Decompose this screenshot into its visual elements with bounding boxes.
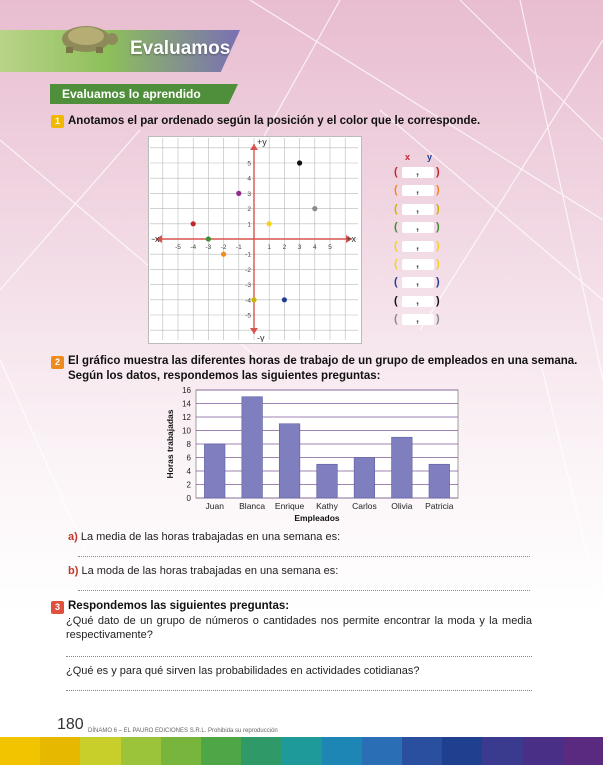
footer-stripe-segment — [281, 737, 321, 765]
ordered-pair-row — [394, 203, 446, 217]
page-number: 180 — [57, 716, 84, 733]
pair-comma: , — [416, 166, 420, 178]
neg-y-axis-label: -y — [257, 333, 265, 342]
ordered-pair-row — [394, 221, 446, 235]
pair-comma: , — [416, 258, 420, 270]
question-number-1: 1 — [51, 115, 64, 128]
footer-color-stripe — [0, 737, 603, 765]
answer-b-text: La moda de las horas trabajadas en una semana es: — [81, 565, 339, 577]
grid-point — [297, 160, 302, 165]
footer-stripe-segment — [241, 737, 281, 765]
pair-close-paren: ) — [436, 221, 440, 234]
x-tick-label: Carlos — [352, 501, 377, 511]
question-1-text: Anotamos el par ordenado según la posición y el color que le corresponde. — [68, 115, 481, 127]
turtle-icon — [50, 15, 122, 55]
footer-stripe-segment — [40, 737, 80, 765]
pair-open-paren: ( — [394, 221, 398, 234]
question-2-text-line1: El gráfico muestra las diferentes horas de trabajo de un grupo de empleados en una semana. — [68, 355, 578, 367]
footer-stripe-segment — [523, 737, 563, 765]
pair-comma: , — [416, 294, 420, 307]
y-axis-title: Horas trabajadas — [165, 409, 175, 479]
grid-point — [206, 236, 211, 241]
y-tick-label: 10 — [182, 426, 191, 436]
x-tick-label: -3 — [205, 244, 212, 251]
pairs-head-x: x — [405, 152, 411, 162]
pair-comma: , — [416, 184, 420, 197]
grid-point — [312, 206, 317, 211]
grid-point — [236, 191, 241, 196]
pair-close-paren: ) — [436, 258, 440, 270]
section-title: Evaluamos lo aprendido — [62, 87, 201, 101]
grid-point — [221, 252, 226, 257]
x-tick-label: 5 — [328, 244, 332, 251]
x-tick-label: -4 — [190, 244, 197, 251]
y-tick-label: 14 — [182, 399, 191, 409]
y-tick-label: 5 — [247, 160, 251, 168]
pair-close-paren: ) — [436, 166, 440, 178]
answer-3-1-line[interactable] — [66, 656, 532, 657]
y-axis-label: +y — [257, 137, 267, 147]
pair-open-paren: ( — [394, 313, 398, 326]
ordered-pair-row — [394, 276, 446, 290]
pair-comma: , — [416, 221, 420, 234]
footer-stripe-segment — [0, 737, 40, 765]
pair-open-paren: ( — [394, 239, 398, 252]
pair-close-paren: ) — [436, 239, 440, 252]
grid-point — [282, 297, 287, 302]
question-number-2: 2 — [51, 356, 64, 369]
footer-stripe-segment — [121, 737, 161, 765]
footer-stripe-segment — [362, 737, 402, 765]
pair-comma: , — [416, 313, 420, 326]
footer-stripe-segment — [80, 737, 120, 765]
ordered-pair-row — [394, 258, 446, 272]
question-3-p1: ¿Qué dato de un grupo de números o cantidades nos permite encontrar la moda y la media respectivamente? — [66, 615, 532, 641]
y-tick-label: 2 — [247, 206, 251, 214]
x-tick-label: -1 — [235, 244, 242, 251]
x-tick-label: Enrique — [274, 501, 305, 511]
answer-b-line[interactable] — [78, 590, 530, 591]
question-3-p2: ¿Qué es y para qué sirven las probabilidades en actividades cotidianas? — [66, 665, 420, 677]
x-tick-label: 2 — [282, 244, 287, 251]
x-tick-label: 4 — [312, 244, 317, 251]
x-axis-label: +x — [346, 234, 356, 244]
neg-x-axis-label: -x — [152, 234, 160, 244]
bar — [242, 397, 263, 498]
y-tick-label: 4 — [247, 175, 251, 183]
pair-open-paren: ( — [394, 276, 398, 289]
y-tick-label: -5 — [245, 312, 251, 320]
pair-close-paren: ) — [436, 184, 440, 197]
answer-a-label — [68, 531, 340, 543]
bar — [317, 464, 338, 498]
x-tick-label: Patricia — [425, 501, 454, 511]
pair-open-paren: ( — [394, 166, 398, 178]
y-tick-label: 0 — [186, 494, 191, 503]
answer-b-label — [68, 565, 338, 577]
ordered-pair-row — [394, 166, 446, 180]
footer-stripe-segment — [402, 737, 442, 765]
footer-stripe-segment — [161, 737, 201, 765]
pair-open-paren: ( — [394, 294, 398, 307]
y-tick-label: 2 — [186, 480, 191, 490]
footer-stripe-segment — [322, 737, 362, 765]
y-tick-label: 6 — [186, 453, 191, 463]
footer-stripe-segment — [482, 737, 522, 765]
ordered-pair-row — [394, 240, 446, 254]
pair-comma: , — [416, 202, 420, 215]
x-tick-label: Olivia — [391, 501, 413, 511]
ordered-pair-row — [394, 295, 446, 309]
pair-close-paren: ) — [436, 276, 440, 289]
pair-open-paren: ( — [394, 202, 398, 215]
question-number-3: 3 — [51, 601, 64, 614]
question-2-text-line2: Según los datos, respondemos las siguientes preguntas: — [68, 370, 381, 382]
pairs-head-y: y — [427, 152, 433, 162]
pair-close-paren: ) — [436, 294, 440, 307]
x-tick-label: Kathy — [316, 501, 338, 511]
footer-note: DÍNAMO 6 – EL PAURO EDICIONES S.R.L. Prohibida su reproducción — [88, 728, 278, 734]
grid-point — [251, 297, 256, 302]
grid-point — [191, 221, 196, 226]
pair-close-paren: ) — [436, 313, 440, 326]
y-tick-label: 16 — [182, 386, 191, 395]
y-tick-label: 4 — [186, 467, 191, 476]
question-3-title: Respondemos las siguientes preguntas: — [68, 600, 290, 612]
ordered-pair-row — [394, 313, 446, 327]
y-tick-label: 12 — [182, 413, 191, 422]
x-axis-title: Empleados — [294, 513, 340, 523]
page-title: Evaluamos — [130, 38, 231, 59]
coordinate-grid — [148, 136, 360, 342]
y-tick-label: -4 — [245, 297, 251, 305]
bar — [204, 444, 225, 498]
bar — [279, 424, 300, 498]
y-tick-label: 3 — [247, 190, 251, 198]
x-tick-label: Blanca — [239, 501, 266, 511]
ordered-pair-row — [394, 184, 446, 198]
pair-comma: , — [416, 239, 420, 252]
bar — [392, 437, 413, 498]
answer-a-text: La media de las horas trabajadas en una semana es: — [80, 531, 341, 543]
answer-a-line[interactable] — [78, 556, 530, 557]
y-tick-label: 1 — [247, 221, 251, 229]
grid-point — [267, 221, 272, 226]
answer-b-letter: b) — [68, 565, 79, 577]
y-tick-label: -1 — [245, 251, 251, 259]
x-tick-label: -2 — [220, 244, 227, 251]
x-tick-label: 3 — [297, 244, 302, 251]
pair-close-paren: ) — [436, 202, 440, 215]
x-tick-label: 1 — [267, 244, 272, 251]
footer-stripe-segment — [201, 737, 241, 765]
y-tick-label: 8 — [186, 440, 191, 449]
x-tick-label: Juan — [205, 501, 224, 511]
answer-3-2-line[interactable] — [66, 690, 532, 691]
bar — [354, 458, 375, 499]
x-tick-label: -5 — [175, 244, 181, 251]
bar — [429, 464, 450, 498]
pair-open-paren: ( — [394, 184, 398, 197]
pair-comma: , — [416, 276, 420, 289]
pair-open-paren: ( — [394, 258, 398, 270]
y-tick-label: -2 — [245, 266, 251, 274]
footer-stripe-segment — [563, 737, 603, 765]
y-tick-label: -3 — [245, 282, 251, 290]
answer-a-letter: a) — [68, 531, 78, 543]
hours-bar-chart — [162, 384, 462, 530]
footer-stripe-segment — [442, 737, 482, 765]
